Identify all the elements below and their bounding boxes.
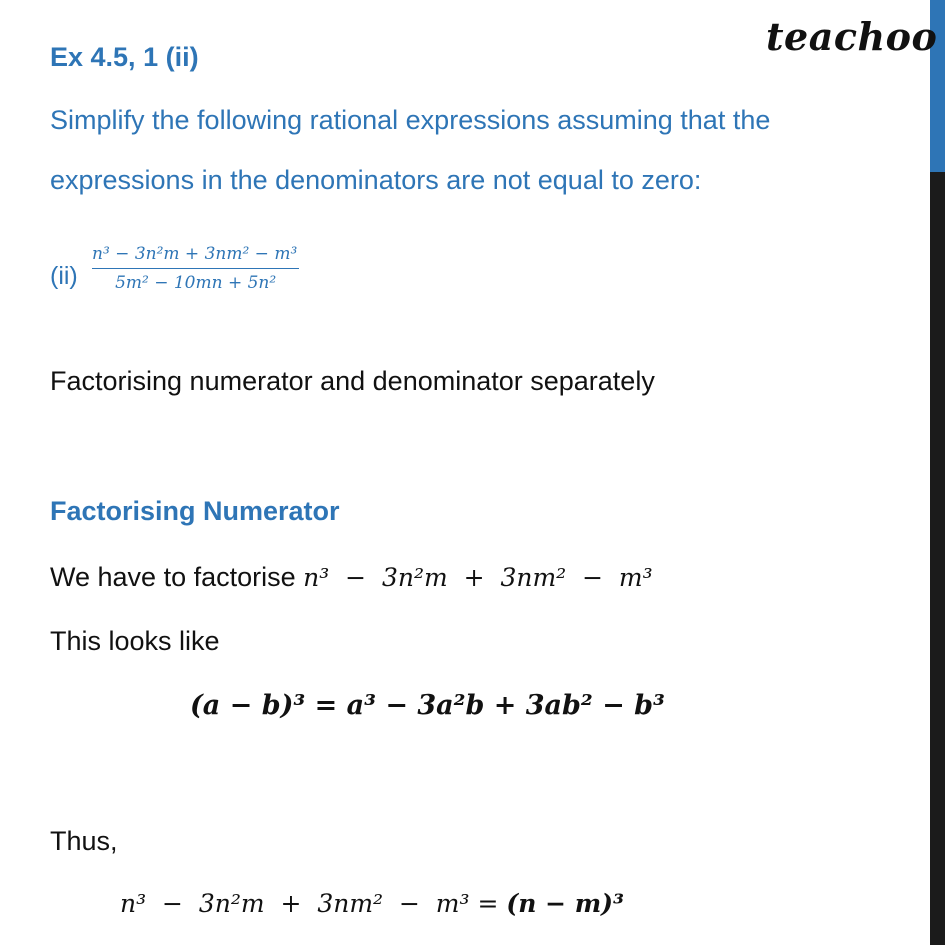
- question-line-1: Simplify the following rational expressions assuming that the: [50, 105, 771, 135]
- result-equation: [120, 888, 624, 919]
- question-line-2: expressions in the denominators are not equal to zero:: [50, 165, 702, 195]
- fraction-denominator: 5m² − 10mn + 5n²: [115, 273, 277, 293]
- part-label: (ii): [50, 262, 78, 290]
- thus-text: Thus,: [50, 826, 118, 856]
- factorise-line: [50, 562, 653, 593]
- looks-like-text: This looks like: [50, 626, 220, 656]
- fraction-numerator: n³ − 3n²m + 3nm² − m³: [92, 244, 299, 269]
- teachoo-logo: teachoo: [766, 14, 938, 59]
- intro-text: Factorising numerator and denominator separately: [50, 366, 655, 396]
- result-lhs: n³ − 3n²m + 3nm² − m³ =: [120, 889, 507, 918]
- section-title: Factorising Numerator: [50, 496, 340, 526]
- factorise-expression: n³ − 3n²m + 3nm² − m³: [303, 563, 653, 592]
- result-rhs: (n − m)³: [506, 889, 624, 918]
- exercise-heading: Ex 4.5, 1 (ii): [50, 42, 199, 72]
- factorise-text: We have to factorise: [50, 562, 304, 592]
- rational-fraction: [92, 244, 299, 293]
- identity-formula: (a − b)³ = a³ − 3a²b + 3ab² − b³: [190, 690, 665, 721]
